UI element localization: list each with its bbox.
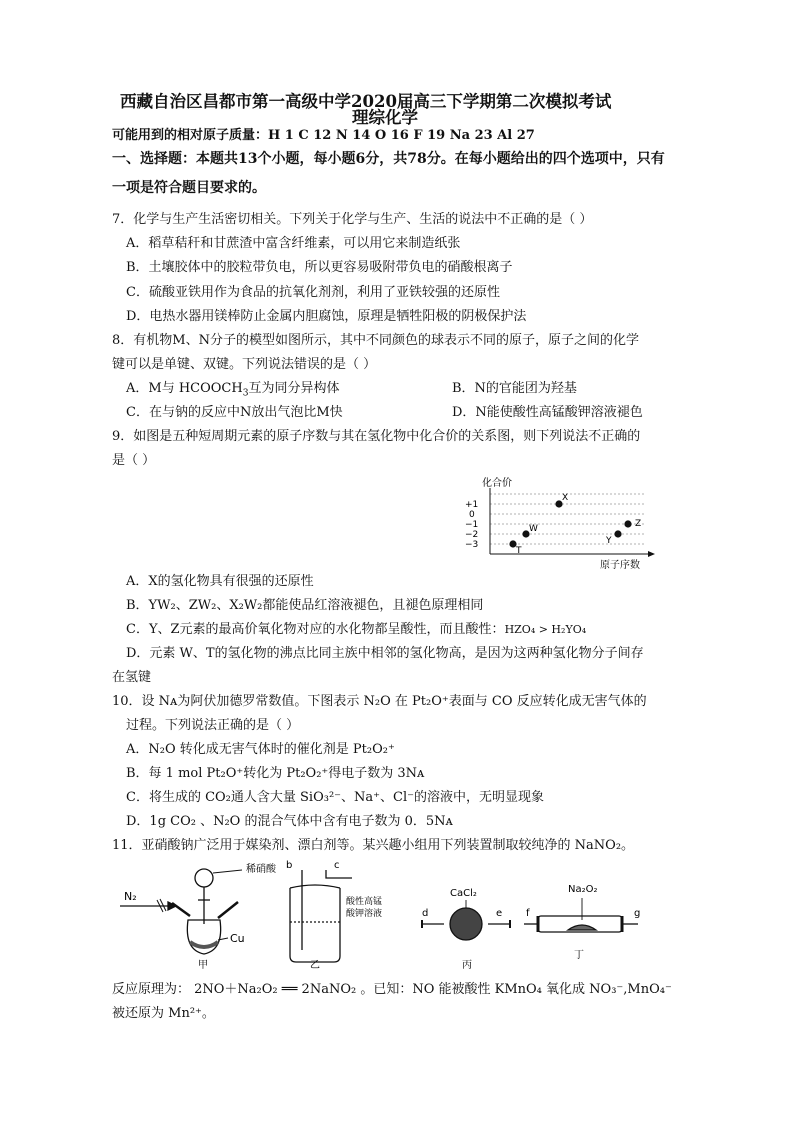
label-e: e (496, 908, 503, 919)
label-bing: 丙 (462, 960, 472, 970)
q10-option-c: C．将生成的 CO₂通人含大量 SiO₃²⁻、Na⁺、Cl⁻的溶液中，无明显现象 (126, 790, 544, 805)
label-d: d (422, 908, 429, 919)
label-yi: 乙 (310, 960, 320, 970)
q10-option-a: A．N₂O 转化成无害气体时的催化剂是 Pt₂O₂⁺ (126, 742, 395, 757)
q7-option-b: B．土壤胶体中的胶粒带负电，所以更容易吸附带负电的硝酸根离子 (126, 260, 513, 275)
label-kmno4-solution-1: 酸性高锰 (346, 897, 383, 907)
label-n2: N₂ (124, 890, 137, 903)
q10-stem-line2: 过程。下列说法正确的是（ ） (126, 718, 300, 733)
label-c: c (334, 860, 340, 871)
label-dilute-nitric-acid: 稀硝酸 (246, 864, 276, 875)
q7-option-d: D．电热水器用镁棒防止金属内胆腐蚀，原理是牺牲阳极的阴极保护法 (126, 309, 527, 324)
point-label: X (562, 493, 569, 503)
q9-option-b: B．YW₂、ZW₂、X₂W₂都能使品红溶液褪色，且褪色原理相同 (126, 598, 484, 613)
section-heading-line2: 一项是符合题目要求的。 (112, 180, 266, 196)
label-g: g (634, 908, 641, 919)
q8-option-c: C．在与钠的反应中N放出气泡比M快 (126, 405, 343, 420)
label-ding: 丁 (574, 950, 584, 961)
q8-option-d: D．N能使酸性高锰酸钾溶液褪色 (452, 405, 643, 420)
q9-stem-line1: 9．如图是五种短周期元素的原子序数与其在氢化物中化合价的关系图，则下列说法不正确的 (112, 429, 641, 444)
label-f: f (526, 908, 530, 919)
label-jia: 甲 (198, 960, 208, 970)
q9-stem-line2: 是（ ） (112, 453, 156, 468)
q9-valence-chart (460, 474, 660, 574)
page-title: 西藏自治区昌都市第一高级中学2020届高三下学期第二次模拟考试 (120, 92, 612, 111)
point-label: T (516, 546, 522, 556)
q8-stem-line2: 键可以是单键、双键。下列说法错误的是（ ） (112, 357, 377, 372)
q11-principle-line1: 反应原理为： 2NO＋Na₂O₂ ══ 2NaNO₂ 。已知：NO 能被酸性 KMnO₄ 氧化成 NO₃⁻,MnO₄⁻ (112, 982, 672, 997)
q9-option-c: C．Y、Z元素的最高价氧化物对应的水化物都呈酸性，而且酸性：HZO₄ > H₂YO₄ (126, 622, 587, 637)
chart-xlabel: 原子序数 (600, 560, 640, 571)
q11-principle-line2: 被还原为 Mn²⁺。 (112, 1006, 215, 1021)
q9-option-d-line1: D．元素 W、T的氢化物的沸点比同主族中相邻的氢化物高，是因为这两种氢化物分子间存 (126, 646, 644, 661)
ytick-label: 0 (469, 510, 475, 520)
label-b: b (286, 860, 293, 871)
ytick-label: −1 (465, 520, 479, 530)
q8-option-b: B．N的官能团为羟基 (452, 381, 577, 396)
point-label: Z (635, 519, 642, 529)
point-label: Y (606, 536, 612, 546)
atomic-masses: 可能用到的相对原子质量：H 1 C 12 N 14 O 16 F 19 Na 23 Al 27 (112, 128, 535, 143)
label-cu: Cu (230, 932, 245, 945)
q10-option-b: B．每 1 mol Pt₂O⁺转化为 Pt₂O₂⁺得电子数为 3Nᴀ (126, 766, 425, 781)
q8-stem-line1: 8．有机物M、N分子的模型如图所示，其中不同颜色的球表示不同的原子，原子之间的化学 (112, 333, 639, 348)
q11-apparatus-diagram (112, 858, 672, 970)
q7-stem: 7．化学与生产生活密切相关。下列关于化学与生产、生活的说法中不正确的是（ ） (112, 212, 593, 227)
page-subtitle: 理综化学 (352, 108, 418, 127)
q10-option-d: D．1g CO₂ 、N₂O 的混合气体中含有电子数为 0．5Nᴀ (126, 814, 453, 829)
q8-option-a: A．M与 $HCOOCH_3$互为同分异构体 (126, 381, 340, 399)
ytick-label: −2 (465, 530, 479, 540)
chart-ylabel: 化合价 (482, 478, 512, 489)
label-kmno4-solution-2: 酸钾溶液 (346, 909, 383, 919)
q7-option-c: C．硫酸亚铁用作为食品的抗氧化剂剂，利用了亚铁较强的还原性 (126, 285, 500, 300)
section-heading-line1: 一、选择题：本题共13个小题，每小题6分，共78分。在每小题给出的四个选项中，只有 (112, 151, 665, 167)
ytick-label: −3 (465, 540, 479, 550)
q9-option-d-line2: 在氢键 (112, 670, 152, 685)
q10-stem-line1: 10．设 Nᴀ为阿伏加德罗常数值。下图表示 N₂O 在 Pt₂O⁺表面与 CO 反应转化成无害气体的 (112, 694, 647, 709)
point-y (614, 530, 621, 537)
q9-option-a: A．X的氢化物具有很强的还原性 (126, 574, 314, 589)
ytick-label: +1 (465, 500, 479, 510)
label-na2o2: Na₂O₂ (568, 884, 598, 895)
point-label: W (529, 524, 538, 534)
label-cacl2: CaCl₂ (450, 888, 477, 899)
q7-option-a: A．稻草秸秆和甘蔗渣中富含纤维素，可以用它来制造纸张 (126, 236, 461, 251)
q11-stem: 11．亚硝酸钠广泛用于媒染剂、漂白剂等。某兴趣小组用下列装置制取较纯净的 NaNO₂。 (112, 838, 635, 853)
point-z (624, 520, 631, 527)
